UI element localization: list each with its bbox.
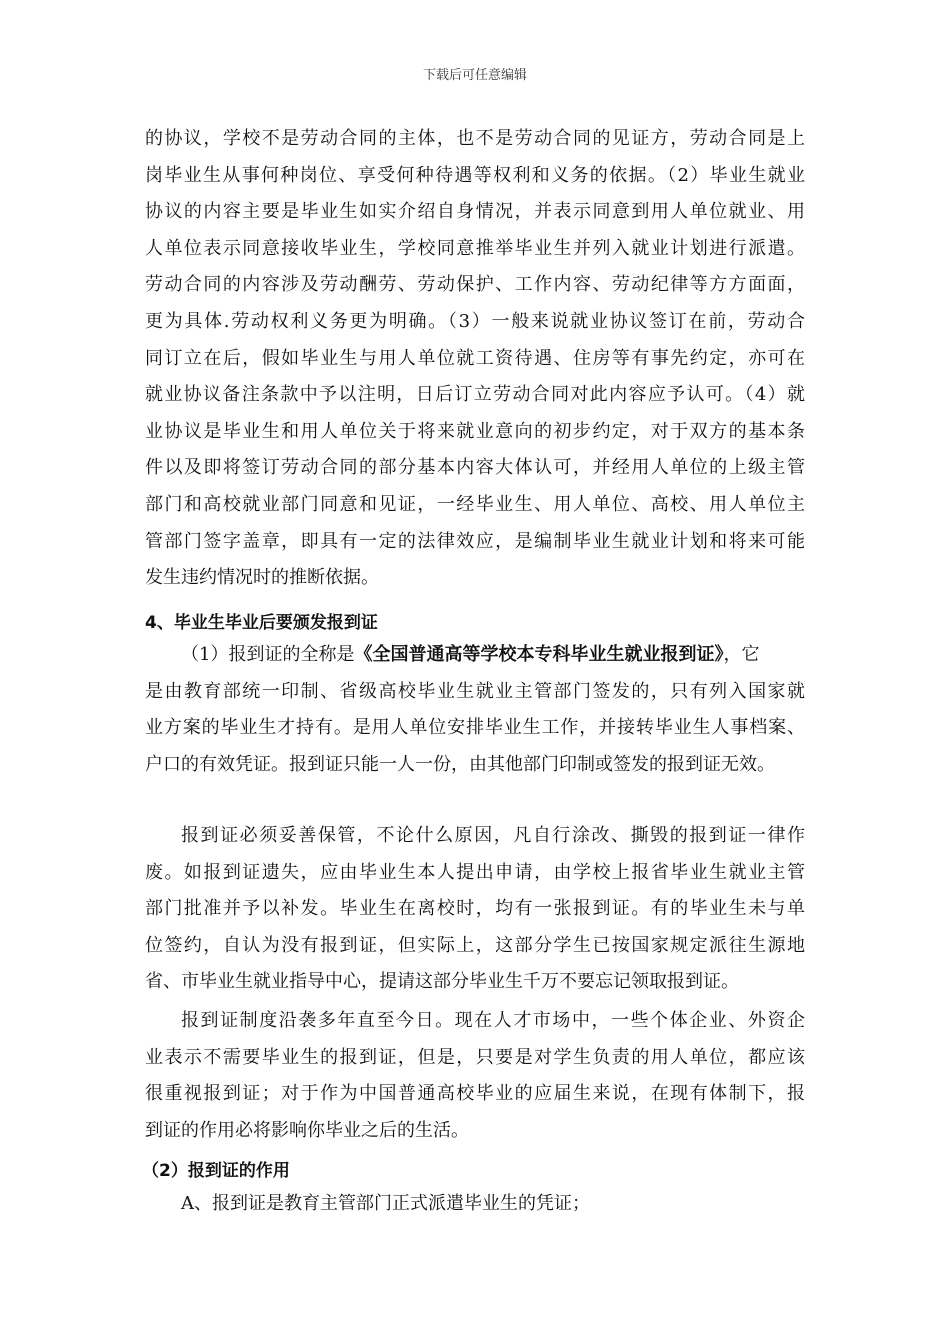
paragraph-system-history <box>145 1003 805 1149</box>
text-line: 户口的有效凭证。报到证只能一人一份，由其他部门印制或签发的报到证无效。 <box>145 753 775 775</box>
text-line: 更为具体.劳动权利义务更为明确。（3）一般来说就业协议签订在前，劳动合 <box>145 310 805 332</box>
text-line: 很重视报到证；对于作为中国普通高校毕业的应届生来说，在现有体制下，报 <box>145 1083 805 1105</box>
text-line: 就业协议备注条款中予以注明，日后订立劳动合同对此内容应予认可。（4）就 <box>145 384 805 406</box>
subsection-heading: （2）报到证的作用 <box>142 1161 290 1181</box>
text-line: 是由教育部统一印制、省级高校毕业生就业主管部门签发的，只有列入国家就 <box>145 680 805 702</box>
text-line: 位签约，自认为没有报到证，但实际上，这部分学生已按国家规定派往生源地 <box>145 934 805 956</box>
text-line: 协议的内容主要是毕业生如实介绍自身情况，并表示同意到用人单位就业、用 <box>145 201 805 223</box>
text-line: 省、市毕业生就业指导中心，提请这部分毕业生千万不要忘记领取报到证。 <box>145 971 739 993</box>
text-segment: （1）报到证的全称是 <box>181 644 355 665</box>
list-item <box>145 1186 805 1223</box>
text-segment: ，它 <box>723 644 760 665</box>
text-line: 部门和高校就业部门同意和见证，一经毕业生、用人单位、高校、用人单位主 <box>145 493 805 515</box>
text-line: 业表示不需要毕业生的报到证，但是，只要是对学生负责的用人单位，都应该 <box>145 1046 805 1068</box>
text-line: 废。如报到证遗失，应由毕业生本人提出申请，由学校上报省毕业生就业主管 <box>145 861 805 883</box>
text-line: 报到证制度沿袭多年直至今日。现在人才市场中，一些个体企业、外资企 <box>181 1010 805 1031</box>
text-line: 劳动合同的内容涉及劳动酬劳、劳动保护、工作内容、劳动纪律等方方面面， <box>145 274 805 296</box>
text-line: 件以及即将签订劳动合同的部分基本内容大体认可，并经用人单位的上级主管 <box>145 457 805 479</box>
paragraph-report-card-definition <box>145 637 805 783</box>
text-line: 业方案的毕业生才持有。是用人单位安排毕业生工作，并接转毕业生人事档案、 <box>145 717 805 739</box>
text-line: 到证的作用必将影响你毕业之后的生活。 <box>145 1119 469 1141</box>
paragraph-agreement-vs-contract <box>145 121 805 597</box>
text-line: 的协议，学校不是劳动合同的主体，也不是劳动合同的见证方，劳动合同是上 <box>145 128 805 149</box>
text-line: 部门批准并予以补发。毕业生在离校时，均有一张报到证。有的毕业生未与单 <box>145 898 805 920</box>
text-line: 人单位表示同意接收毕业生，学校同意推举毕业生并列入就业计划进行派遣。 <box>145 237 805 259</box>
text-line: 管部门签字盖章，即具有一定的法律效应，是编制毕业生就业计划和将来可能 <box>145 530 805 552</box>
document-title-bold: 《全国普通高等学校本专科毕业生就业报到证》 <box>354 644 724 665</box>
text-line <box>145 637 805 674</box>
paragraph-safekeeping <box>145 818 805 1001</box>
text-line: 同订立在后，假如毕业生与用人单位就工资待遇、住房等有事先约定，亦可在 <box>145 347 805 369</box>
section-heading: 4、毕业生毕业后要颁发报到证 <box>145 613 378 633</box>
header-note: 下载后可任意编辑 <box>422 68 527 83</box>
text-line: 报到证必须妥善保管，不论什么原因，凡自行涂改、撕毁的报到证一律作 <box>181 825 805 846</box>
text-line: 发生违约情况时的推断依据。 <box>145 567 379 589</box>
text-line: 岗毕业生从事何种岗位、享受何种待遇等权利和义务的依据。（2）毕业生就业 <box>145 164 805 186</box>
text-line: 业协议是毕业生和用人单位关于将来就业意向的初步约定，对于双方的基本条 <box>145 420 805 442</box>
text-line: A、报到证是教育主管部门正式派遣毕业生的凭证； <box>181 1193 590 1214</box>
